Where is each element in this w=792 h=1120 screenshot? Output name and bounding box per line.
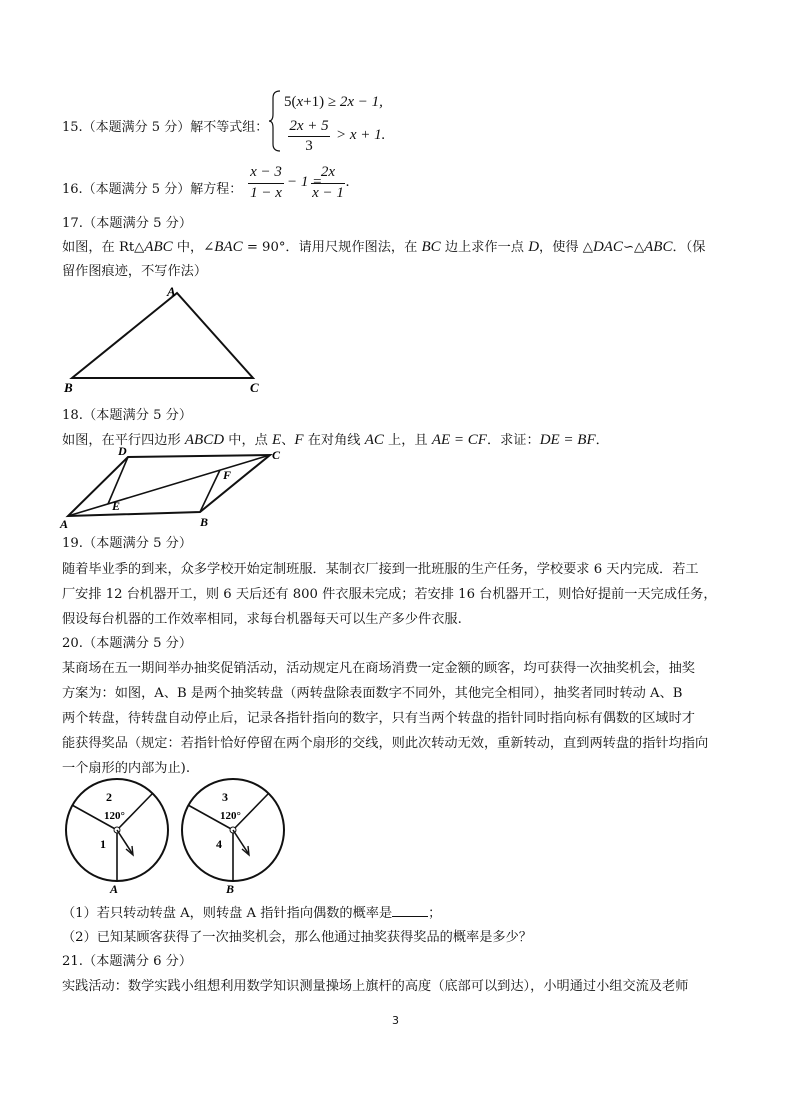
q16-frac2-num: 2x xyxy=(320,164,336,180)
q21-line-1: 实践活动：数学实践小组想利用数学知识测量操场上旗杆的高度（底部可以到达），小明通过小组交流及老师 xyxy=(62,979,689,994)
q19-header: 19.（本题满分 5 分） xyxy=(62,536,193,551)
answer-blank[interactable] xyxy=(392,904,428,917)
q17-t7: 边上求作一点 xyxy=(440,240,529,255)
q16-frac1-den: 1 − x xyxy=(250,185,282,201)
q17-text-line2: 留作图痕迹，不写作法） xyxy=(62,264,208,279)
q18-parallelogram-figure xyxy=(60,446,300,532)
pointer-arrow xyxy=(233,830,248,853)
q15-coef: 5 xyxy=(284,94,292,110)
q20-wheel-b xyxy=(178,778,290,896)
q17-t9: ，使得 △ xyxy=(539,240,593,255)
wheel-b-label: B xyxy=(226,882,235,896)
q18-t11: ．求证： xyxy=(486,433,540,448)
wheel-b-angle: 120° xyxy=(220,810,241,822)
wheel-b-top-number: 3 xyxy=(222,790,228,804)
q16-frac2-bar xyxy=(311,183,345,184)
q20-sub1-end: ； xyxy=(428,906,442,921)
wheel-a-label: A xyxy=(110,882,119,896)
q17-t11: ∽△ xyxy=(622,240,645,255)
wheel-b-bottom-number: 4 xyxy=(216,837,222,851)
q17-triangle-figure xyxy=(60,284,280,396)
segment-bf xyxy=(200,470,220,512)
q17-t8: D xyxy=(528,239,540,255)
label-a: A xyxy=(167,284,176,299)
label-e: E xyxy=(112,499,121,513)
q20-sub2: （2）已知某顾客获得了一次抽奖机会，那么他通过抽奖获得奖品的概率是多少？ xyxy=(62,930,532,945)
q18-t3: 中，点 xyxy=(224,433,273,448)
q19-line-1: 随着毕业季的到来，众多学校开始定制班服．某制衣厂接到一批班服的生产任务，学校要求 6 天内完成．若工 xyxy=(62,562,699,577)
segment-de xyxy=(108,457,128,504)
q21-header: 21.（本题满分 6 分） xyxy=(62,954,193,969)
label-b: B xyxy=(64,380,73,395)
q17-header: 17.（本题满分 5 分） xyxy=(62,216,193,231)
wheel-a-bottom-number: 1 xyxy=(100,837,106,851)
triangle-abc xyxy=(72,293,253,378)
q18-t6: F xyxy=(294,432,304,448)
q16-frac1-num: x − 3 xyxy=(250,164,282,180)
q20-line-4: 能获得奖品（规定：若指针恰好停留在两个扇形的交线，则此次转动无效，重新转动，直到两转盘的指针均指向 xyxy=(62,736,709,751)
q20-line-1: 某商场在五一期间举办抽奖促销活动，活动规定凡在商场消费一定金额的顾客，均可获得一次抽奖机会，抽奖 xyxy=(62,661,695,676)
q18-t9: 上，且 xyxy=(383,433,432,448)
q15-label: 15.（本题满分 5 分）解不等式组： xyxy=(62,120,269,135)
q17-t1: 如图，在 Rt△ xyxy=(62,240,145,255)
q20-header: 20.（本题满分 5 分） xyxy=(62,636,193,651)
label-d: D xyxy=(118,444,127,458)
q15-frac-num: 2x + 5 xyxy=(289,118,329,134)
label-c: C xyxy=(250,380,259,395)
q16-end: . xyxy=(346,174,350,190)
q18-t8: AC xyxy=(364,432,384,448)
q19-line-2: 厂安排 12 台机器开工，则 6 天后还有 800 件衣服未完成；若安排 16 台机器开工，则恰好提前一天完成任务， xyxy=(62,587,717,602)
label-f: F xyxy=(223,468,232,482)
q15-ineq1-right: ≥ 2x − 1, xyxy=(327,94,383,110)
q18-t10: AE = CF xyxy=(431,432,487,448)
q17-t3: 中，∠ xyxy=(172,240,215,255)
q15-inner: x xyxy=(296,94,304,110)
q17-t12: ABC xyxy=(644,239,673,255)
q17-t2: ABC xyxy=(144,239,173,255)
q17-t10: DAC xyxy=(592,239,623,255)
q17-text-line1 xyxy=(62,236,705,256)
label-b: B xyxy=(200,515,209,529)
q15-brace xyxy=(268,90,282,152)
wheel-a-top-number: 2 xyxy=(106,790,112,804)
q18-t7: 在对角线 xyxy=(303,433,365,448)
q16-label: 16.（本题满分 5 分）解方程： xyxy=(62,182,243,197)
q17-t4: BAC xyxy=(214,239,243,255)
q15-frac-bar xyxy=(288,136,330,137)
label-a: A xyxy=(60,517,69,531)
q20-sub1 xyxy=(62,902,441,921)
q18-t12: DE = BF xyxy=(539,432,596,448)
pointer-arrow xyxy=(117,830,132,853)
q15-ineq2-right: > x + 1. xyxy=(336,127,386,143)
q18-t5: 、 xyxy=(281,433,295,448)
q17-t6: BC xyxy=(421,239,441,255)
q17-t5: = 90°．请用尺规作图法，在 xyxy=(242,240,422,255)
q16-middle: − 1 = xyxy=(287,174,323,190)
q20-sub1-text: （1）若只转动转盘 A，则转盘 A 指针指向偶数的概率是 xyxy=(62,906,393,921)
q16-frac1-bar xyxy=(248,183,284,184)
q15-frac-den: 3 xyxy=(305,138,313,154)
q15-inequality-1: 5(x+1) ≥ 2x − 1, xyxy=(284,94,383,110)
wheel-a-angle: 120° xyxy=(104,810,125,822)
q17-t13: ．（保 xyxy=(672,240,706,255)
q20-line-5: 一个扇形的内部为止). xyxy=(62,761,191,776)
page-number: 3 xyxy=(392,1014,399,1027)
q15-plus: +1 xyxy=(303,94,320,110)
q16-frac2-den: x − 1 xyxy=(312,185,344,201)
q20-wheel-a xyxy=(62,778,174,896)
label-c: C xyxy=(272,448,281,462)
q20-line-3: 两个转盘，待转盘自动停止后，记录各指针指向的数字，只有当两个转盘的指针同时指向标有偶数的区域时才 xyxy=(62,711,695,726)
q18-t1: 如图，在平行四边形 xyxy=(62,433,185,448)
q18-t13: ． xyxy=(595,433,609,448)
q18-header: 18.（本题满分 5 分） xyxy=(62,408,193,423)
q18-t4: E xyxy=(272,432,282,448)
q18-t2: ABCD xyxy=(184,432,225,448)
q20-line-2: 方案为：如图，A、B 是两个抽奖转盘（两转盘除表面数字不同外，其他完全相同），抽奖者同时转动 A、B xyxy=(62,686,683,701)
q19-line-3: 假设每台机器的工作效率相同，求每台机器每天可以生产多少件衣服. xyxy=(62,612,462,627)
